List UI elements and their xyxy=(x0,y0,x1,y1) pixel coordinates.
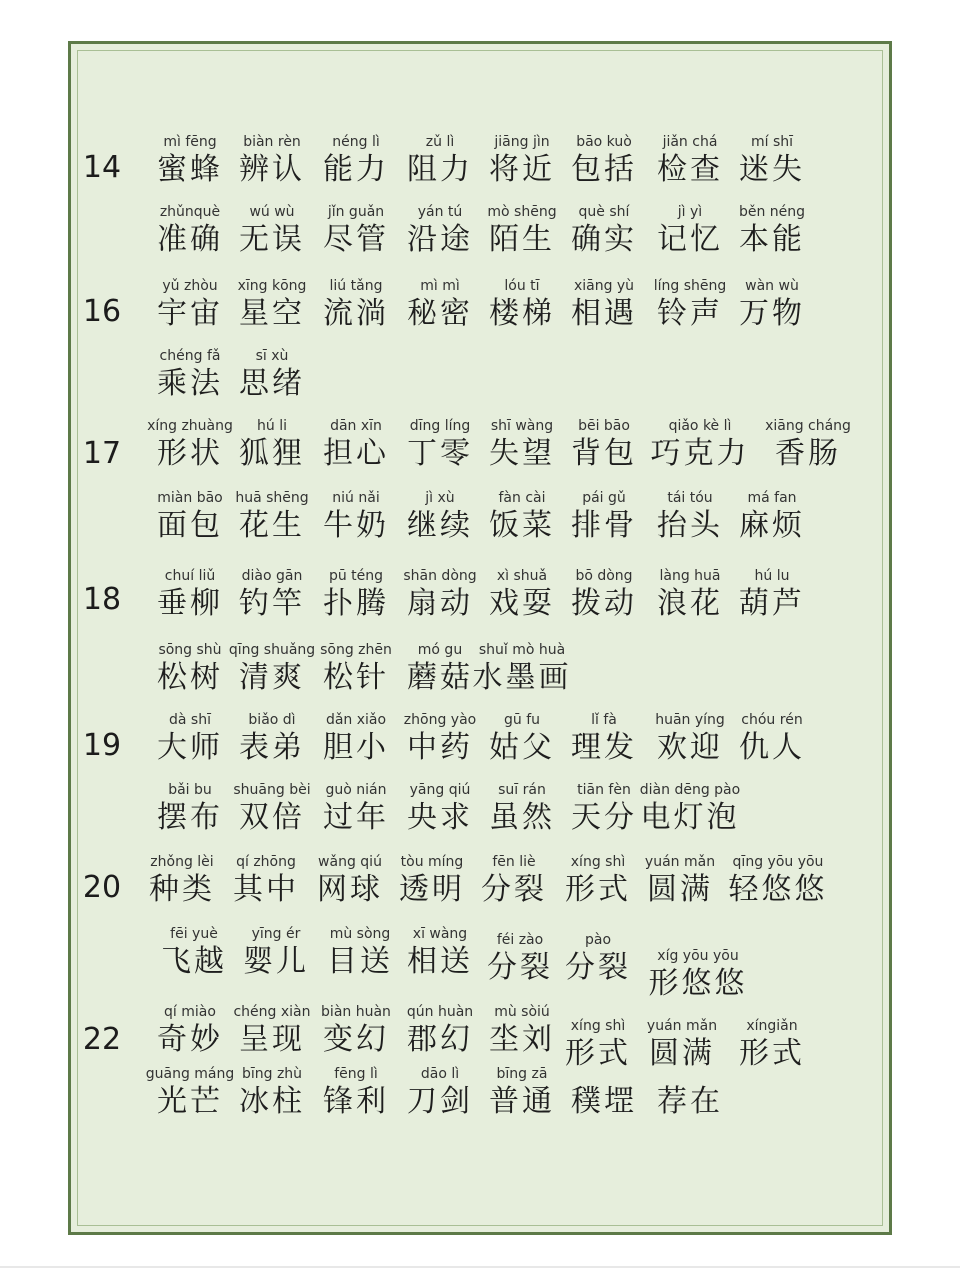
pinyin xyxy=(630,1066,750,1082)
pinyin: huā shēng xyxy=(235,490,309,506)
pinyin: xíg yōu yōu xyxy=(657,948,739,964)
pinyin: dāo lì xyxy=(420,1066,460,1082)
pinyin: bāo kuò xyxy=(576,134,632,150)
pinyin: pái gǔ xyxy=(582,490,626,506)
pinyin: gū fu xyxy=(503,712,540,728)
pinyin: xíng shì xyxy=(570,854,626,870)
pinyin: mí shī xyxy=(750,134,794,150)
hanzi: 万物 xyxy=(739,296,805,331)
pinyin: jǐn guǎn xyxy=(327,204,385,220)
pinyin: fàn cài xyxy=(498,490,546,506)
pinyin: dà shī xyxy=(169,712,211,728)
pinyin: mù sòiú xyxy=(494,1004,550,1020)
pinyin: pào xyxy=(584,932,612,948)
hanzi: 排骨 xyxy=(571,508,637,543)
pinyin: jiǎn chá xyxy=(662,134,718,150)
hanzi: 婴儿 xyxy=(243,944,309,979)
hanzi: 圆满 xyxy=(647,872,713,907)
hanzi: 本能 xyxy=(739,222,805,257)
vocab-word xyxy=(712,204,832,258)
pinyin: fēn liè xyxy=(492,854,536,870)
pinyin: xíng zhuàng xyxy=(147,418,233,434)
hanzi: 松树 xyxy=(157,660,223,695)
pinyin: biàn huàn xyxy=(321,1004,391,1020)
hanzi: 无误 xyxy=(239,222,305,257)
hanzi: 检查 xyxy=(657,152,723,187)
divider xyxy=(0,1266,960,1268)
pinyin: jiāng jìn xyxy=(494,134,550,150)
pinyin: wú wù xyxy=(249,204,295,220)
hanzi: 过年 xyxy=(323,800,389,835)
vocab-word xyxy=(712,490,832,544)
pinyin: tòu míng xyxy=(400,854,464,870)
hanzi: 锋利 xyxy=(323,1084,389,1119)
hanzi: 辨认 xyxy=(239,152,305,187)
hanzi: 蜜蜂 xyxy=(157,152,223,187)
hanzi: 抬头 xyxy=(657,508,723,543)
hanzi: 网球 xyxy=(317,872,383,907)
pinyin: sōng shù xyxy=(158,642,222,658)
pinyin: sī xù xyxy=(255,348,289,364)
hanzi: 坔刘 xyxy=(489,1022,555,1057)
pinyin: yǔ zhòu xyxy=(162,278,218,294)
hanzi: 形式 xyxy=(739,1036,805,1071)
pinyin: xíngiǎn xyxy=(746,1018,798,1034)
hanzi: 圆满 xyxy=(649,1036,715,1071)
pinyin: dān xīn xyxy=(330,418,382,434)
hanzi: 继续 xyxy=(407,508,473,543)
vocab-word xyxy=(212,348,332,402)
hanzi: 背包 xyxy=(571,436,637,471)
pinyin: wàn wù xyxy=(745,278,799,294)
pinyin: qīng yōu yōu xyxy=(732,854,824,870)
hanzi: 丁零 xyxy=(407,436,473,471)
pinyin: běn néng xyxy=(738,204,806,220)
pinyin: chéng xiàn xyxy=(233,1004,311,1020)
vocab-word xyxy=(718,854,838,908)
hanzi: 松针 xyxy=(323,660,389,695)
pinyin: xì shuǎ xyxy=(496,568,548,584)
pinyin: pū téng xyxy=(328,568,384,584)
hanzi: 大师 xyxy=(157,730,223,765)
hanzi: 目送 xyxy=(327,944,393,979)
pinyin: mì mì xyxy=(420,278,460,294)
pinyin: yāng qiú xyxy=(409,782,471,798)
pinyin: mò shēng xyxy=(487,204,557,220)
pinyin: bīng zā xyxy=(496,1066,548,1082)
pinyin: yīng ér xyxy=(251,926,301,942)
pinyin: wǎng qiú xyxy=(318,854,382,870)
hanzi: 虽然 xyxy=(489,800,555,835)
hanzi: 姑父 xyxy=(489,730,555,765)
pinyin: qí miào xyxy=(164,1004,216,1020)
hanzi: 清爽 xyxy=(239,660,305,695)
hanzi: 相送 xyxy=(407,944,473,979)
pinyin: yán tú xyxy=(417,204,463,220)
pinyin: dīng líng xyxy=(409,418,471,434)
hanzi: 秘密 xyxy=(407,296,473,331)
pinyin: liú tǎng xyxy=(329,278,383,294)
pinyin: diàn dēng pào xyxy=(639,782,741,798)
pinyin: chéng fǎ xyxy=(159,348,221,364)
hanzi: 迷失 xyxy=(739,152,805,187)
pinyin: biàn rèn xyxy=(243,134,301,150)
hanzi: 相遇 xyxy=(571,296,637,331)
hanzi: 牛奶 xyxy=(323,508,389,543)
pinyin: qīng shuǎng xyxy=(228,642,316,658)
pinyin: líng shēng xyxy=(653,278,727,294)
hanzi: 将近 xyxy=(489,152,555,187)
hanzi: 狐狸 xyxy=(239,436,305,471)
pinyin: má fan xyxy=(747,490,797,506)
hanzi: 阻力 xyxy=(407,152,473,187)
pinyin: guāng máng xyxy=(145,1066,235,1082)
hanzi: 郡幻 xyxy=(407,1022,473,1057)
pinyin: hú li xyxy=(257,418,287,434)
lesson-number: 14 xyxy=(82,150,122,185)
pinyin: mì fēng xyxy=(163,134,217,150)
pinyin: xiāng cháng xyxy=(765,418,851,434)
hanzi: 摆布 xyxy=(157,800,223,835)
hanzi: 种类 xyxy=(149,872,215,907)
vocab-word xyxy=(748,418,868,472)
hanzi: 浪花 xyxy=(657,586,723,621)
vocab-word xyxy=(638,948,758,1002)
pinyin: fēi yuè xyxy=(170,926,218,942)
hanzi: 戏耍 xyxy=(489,586,555,621)
hanzi: 冰柱 xyxy=(239,1084,305,1119)
hanzi: 刀剑 xyxy=(407,1084,473,1119)
pinyin: miàn bāo xyxy=(157,490,223,506)
hanzi: 麻烦 xyxy=(739,508,805,543)
pinyin: bēi bāo xyxy=(578,418,630,434)
pinyin: chuí liǔ xyxy=(164,568,216,584)
hanzi: 欢迎 xyxy=(657,730,723,765)
vocab-word xyxy=(630,782,750,836)
hanzi: 准确 xyxy=(157,222,223,257)
hanzi: 面包 xyxy=(157,508,223,543)
vocab-word xyxy=(712,712,832,766)
pinyin: sōng zhēn xyxy=(320,642,392,658)
pinyin: què shí xyxy=(578,204,630,220)
lesson-number: 19 xyxy=(82,728,122,763)
hanzi: 铃声 xyxy=(657,296,723,331)
hanzi: 饭菜 xyxy=(489,508,555,543)
pinyin: fēng lì xyxy=(334,1066,378,1082)
hanzi: 分裂 xyxy=(481,872,547,907)
hanzi: 花生 xyxy=(239,508,305,543)
hanzi: 中药 xyxy=(407,730,473,765)
pinyin: xīng kōng xyxy=(237,278,307,294)
hanzi: 记忆 xyxy=(657,222,723,257)
pinyin: néng lì xyxy=(332,134,380,150)
hanzi: 能力 xyxy=(323,152,389,187)
hanzi: 天分 xyxy=(571,800,637,835)
lesson-number: 17 xyxy=(82,436,122,471)
hanzi: 流淌 xyxy=(323,296,389,331)
pinyin: tái tóu xyxy=(667,490,713,506)
hanzi: 表弟 xyxy=(239,730,305,765)
pinyin: féi zào xyxy=(496,932,544,948)
hanzi: 变幻 xyxy=(323,1022,389,1057)
pinyin: guò nián xyxy=(325,782,387,798)
hanzi: 仇人 xyxy=(739,730,805,765)
pinyin: shuāng bèi xyxy=(233,782,311,798)
vocab-word xyxy=(712,568,832,622)
vocab-word xyxy=(640,418,760,472)
pinyin: zǔ lì xyxy=(425,134,455,150)
pinyin: suī rán xyxy=(498,782,546,798)
pinyin: biǎo dì xyxy=(248,712,296,728)
hanzi: 楼梯 xyxy=(489,296,555,331)
hanzi: 其中 xyxy=(233,872,299,907)
pinyin: zhǔnquè xyxy=(159,204,221,220)
pinyin: mó gu xyxy=(417,642,463,658)
lesson-number: 16 xyxy=(82,294,122,329)
pinyin: shān dòng xyxy=(403,568,477,584)
hanzi: 透明 xyxy=(399,872,465,907)
hanzi: 拨动 xyxy=(571,586,637,621)
vocab-word xyxy=(712,278,832,332)
hanzi: 确实 xyxy=(571,222,637,257)
hanzi: 形悠悠 xyxy=(648,966,748,1001)
hanzi: 扇动 xyxy=(407,586,473,621)
hanzi: 思绪 xyxy=(239,366,305,401)
hanzi: 钓竿 xyxy=(239,586,305,621)
hanzi: 包括 xyxy=(571,152,637,187)
pinyin: yuán mǎn xyxy=(646,1018,718,1034)
pinyin: bǎi bu xyxy=(168,782,212,798)
hanzi: 失望 xyxy=(489,436,555,471)
pinyin: tiān fèn xyxy=(577,782,631,798)
pinyin: bō dòng xyxy=(575,568,633,584)
vocab-word xyxy=(712,1018,832,1072)
pinyin: diào gān xyxy=(241,568,303,584)
hanzi: 香肠 xyxy=(775,436,841,471)
hanzi: 陌生 xyxy=(489,222,555,257)
hanzi: 电灯泡 xyxy=(640,800,740,835)
hanzi: 光芒 xyxy=(157,1084,223,1119)
pinyin: jì xù xyxy=(425,490,455,506)
hanzi: 央求 xyxy=(407,800,473,835)
hanzi: 分裂 xyxy=(565,950,631,985)
hanzi: 形式 xyxy=(565,1036,631,1071)
lesson-number: 20 xyxy=(82,870,122,905)
pinyin: lǐ fà xyxy=(591,712,617,728)
hanzi: 尽管 xyxy=(323,222,389,257)
hanzi: 垂柳 xyxy=(157,586,223,621)
hanzi: 普通 xyxy=(489,1084,555,1119)
pinyin: yuán mǎn xyxy=(644,854,716,870)
hanzi: 奇妙 xyxy=(157,1022,223,1057)
hanzi: 呈现 xyxy=(239,1022,305,1057)
pinyin: làng huā xyxy=(659,568,721,584)
hanzi: 水墨画 xyxy=(472,660,572,695)
pinyin: zhōng yào xyxy=(403,712,477,728)
hanzi: 巧克力 xyxy=(650,436,750,471)
pinyin: bīng zhù xyxy=(241,1066,303,1082)
pinyin: xíng shì xyxy=(570,1018,626,1034)
pinyin: niú nǎi xyxy=(332,490,380,506)
hanzi: 理发 xyxy=(571,730,637,765)
pinyin: dǎn xiǎo xyxy=(325,712,387,728)
pinyin: lóu tī xyxy=(504,278,540,294)
hanzi: 星空 xyxy=(239,296,305,331)
pinyin: xiāng yù xyxy=(573,278,635,294)
hanzi: 扑腾 xyxy=(323,586,389,621)
hanzi: 宇宙 xyxy=(157,296,223,331)
pinyin: chóu rén xyxy=(741,712,803,728)
vocab-word xyxy=(712,134,832,188)
hanzi: 双倍 xyxy=(239,800,305,835)
hanzi: 分裂 xyxy=(487,950,553,985)
pinyin: xī wàng xyxy=(412,926,468,942)
pinyin: hú lu xyxy=(754,568,790,584)
pinyin: jì yì xyxy=(677,204,703,220)
pinyin: mù sòng xyxy=(329,926,391,942)
hanzi: 乘法 xyxy=(157,366,223,401)
pinyin: shuǐ mò huà xyxy=(478,642,566,658)
hanzi: 荐在 xyxy=(657,1084,723,1119)
hanzi: 形状 xyxy=(157,436,223,471)
vocab-word xyxy=(462,642,582,696)
hanzi: 飞越 xyxy=(161,944,227,979)
vocab-word xyxy=(630,1066,750,1120)
hanzi: 穙堽 xyxy=(571,1084,637,1119)
hanzi: 胆小 xyxy=(323,730,389,765)
pinyin: qún huàn xyxy=(406,1004,474,1020)
lesson-number: 22 xyxy=(82,1022,122,1057)
lesson-number: 18 xyxy=(82,582,122,617)
pinyin: qí zhōng xyxy=(236,854,296,870)
hanzi: 担心 xyxy=(323,436,389,471)
hanzi: 蘑菇 xyxy=(407,660,473,695)
pinyin: qiǎo kè lì xyxy=(668,418,732,434)
hanzi: 形式 xyxy=(565,872,631,907)
hanzi: 轻悠悠 xyxy=(728,872,828,907)
hanzi: 葫芦 xyxy=(739,586,805,621)
pinyin: shī wàng xyxy=(490,418,554,434)
pinyin: huān yíng xyxy=(655,712,725,728)
hanzi: 沿途 xyxy=(407,222,473,257)
pinyin: zhǒng lèi xyxy=(150,854,214,870)
